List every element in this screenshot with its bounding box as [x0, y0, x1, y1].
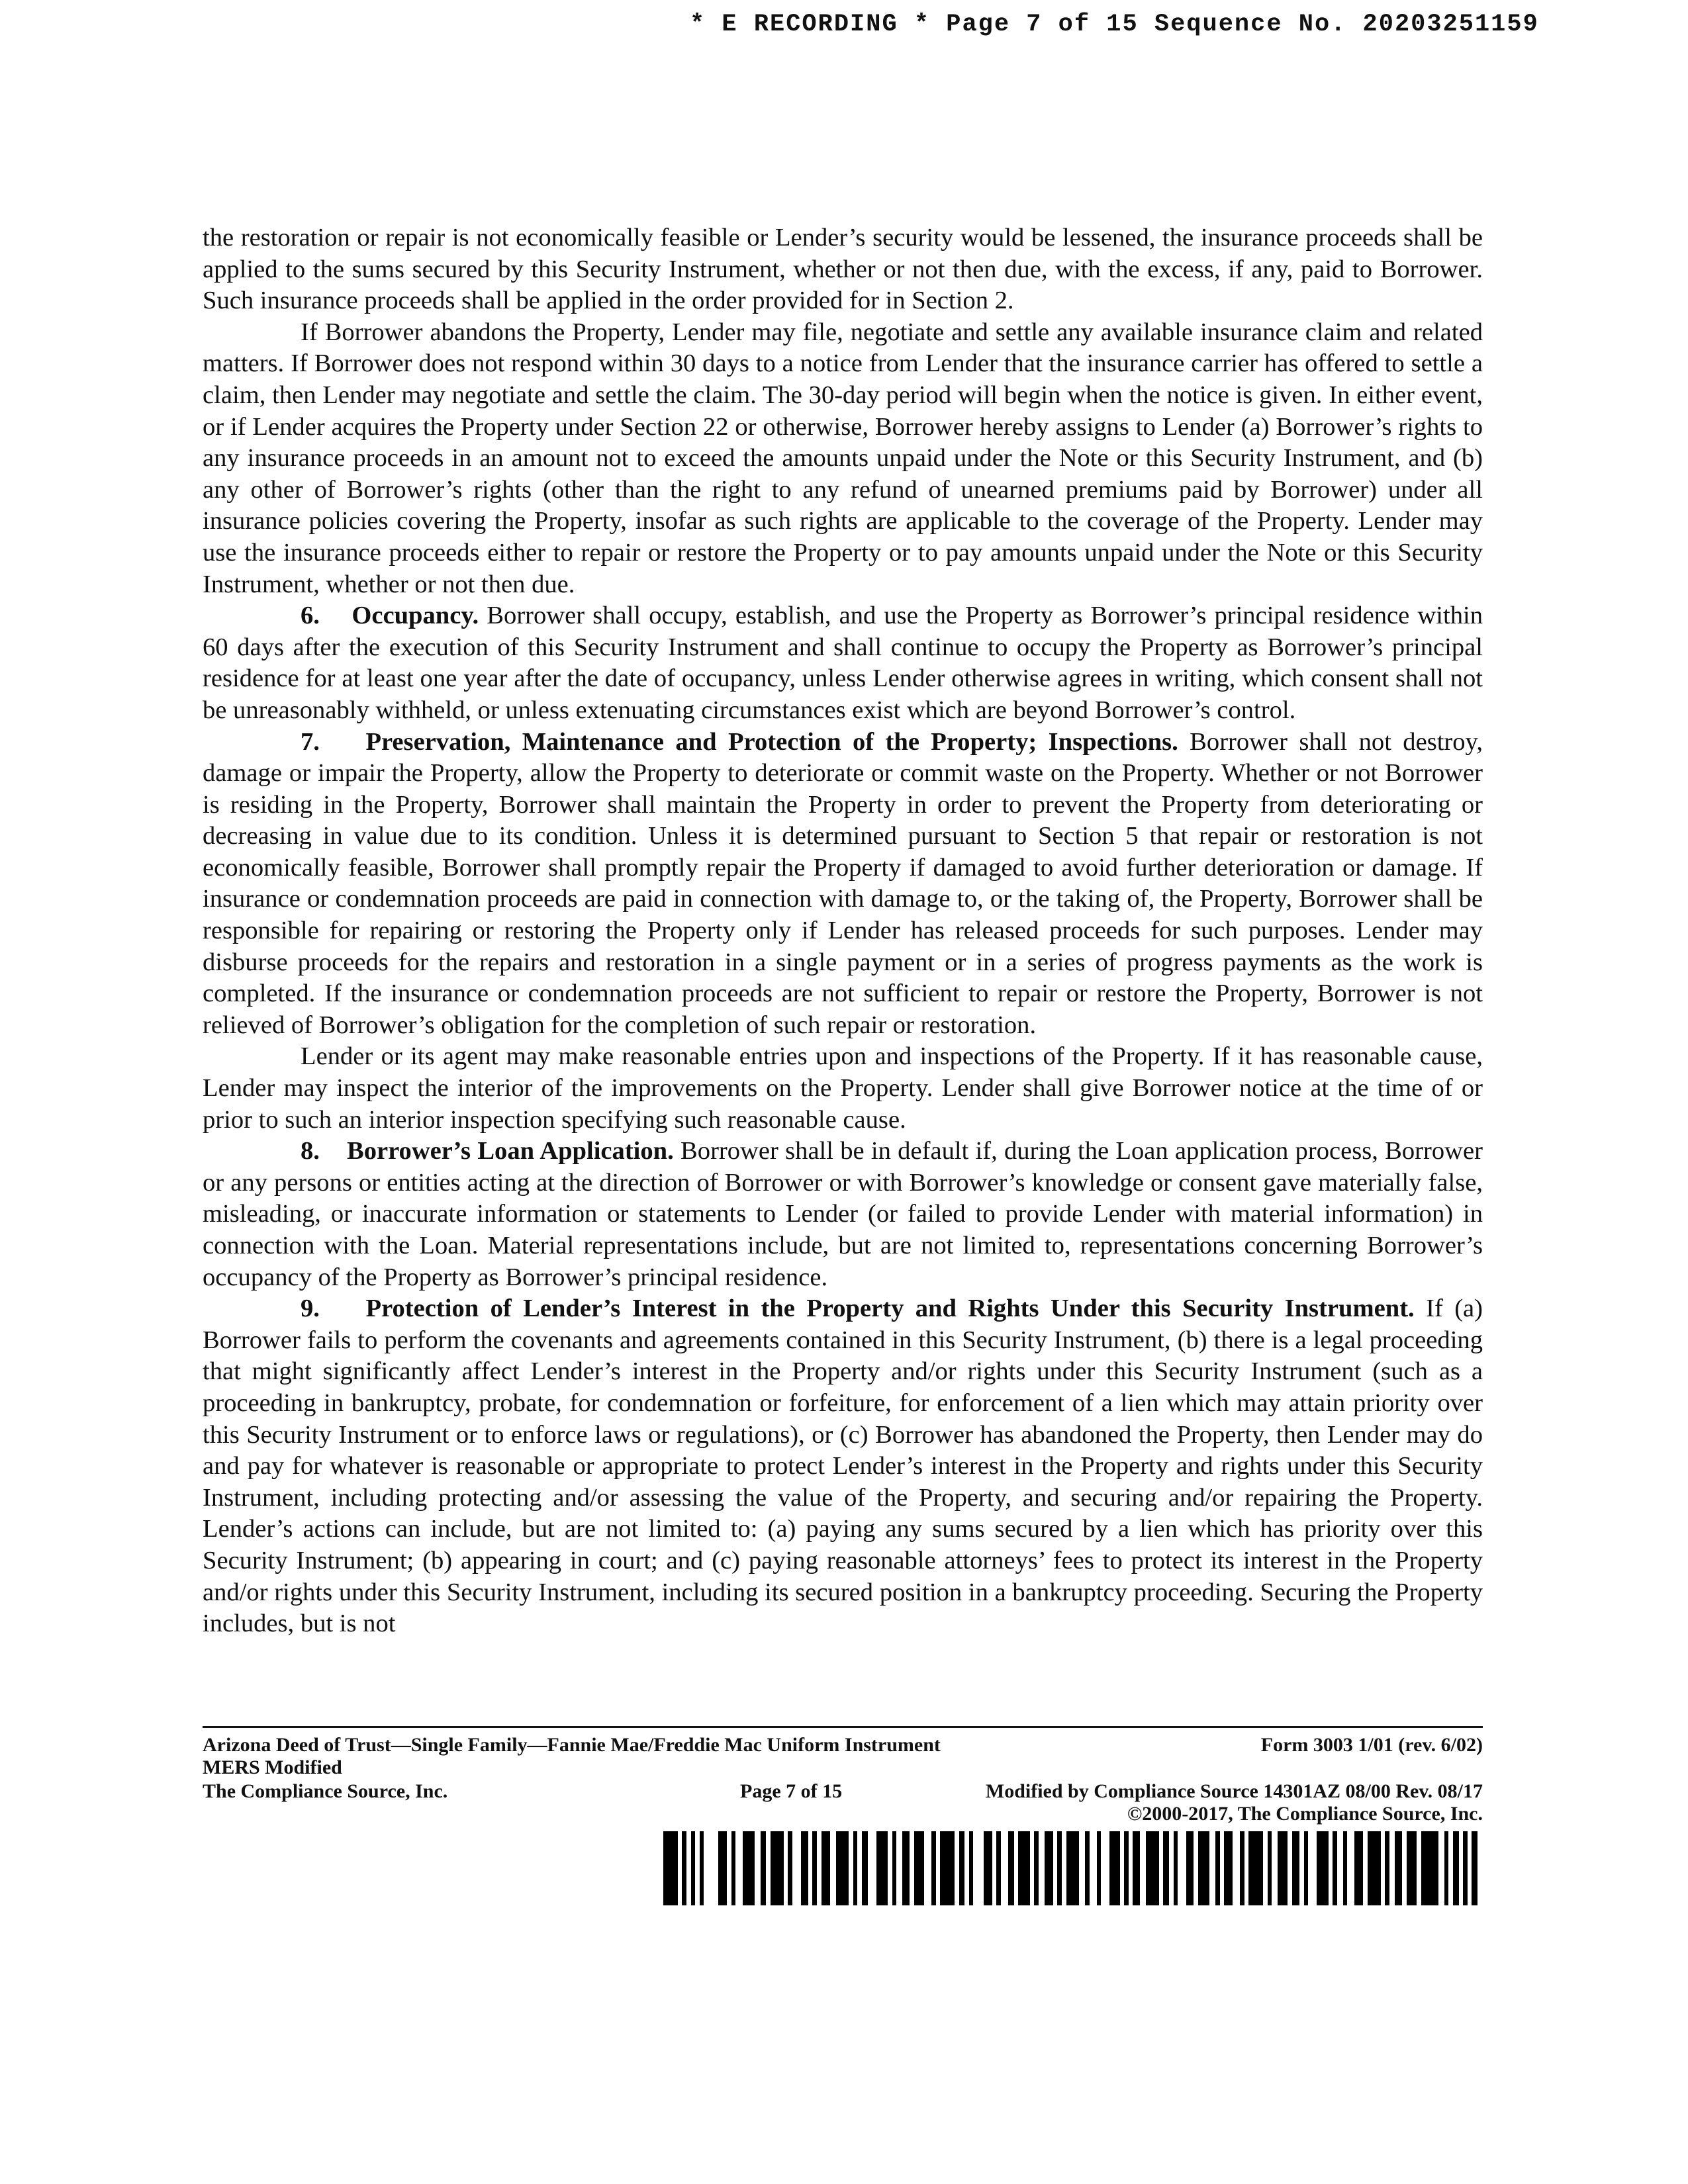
- barcode-bar: [1186, 1831, 1194, 1905]
- barcode-bar: [761, 1831, 767, 1905]
- barcode-gap: [704, 1831, 718, 1905]
- barcode-bar: [1407, 1831, 1417, 1905]
- barcode-gap: [1389, 1831, 1395, 1905]
- section-number: 9.: [301, 1295, 320, 1323]
- barcode-bar: [1045, 1831, 1053, 1905]
- barcode-gap: [1477, 1831, 1482, 1905]
- barcode-bar: [984, 1831, 992, 1905]
- barcode-bar: [821, 1831, 830, 1905]
- barcode-bar: [1146, 1831, 1159, 1905]
- barcode-gap: [830, 1831, 836, 1905]
- barcode-bar: [1163, 1831, 1169, 1905]
- barcode-bar: [1278, 1831, 1288, 1905]
- paragraph-continuation: the restoration or repair is not economically feasible or Lender’s security would be lessened, the insurance proceeds shall be applied to the sums secured by this Security Instrument, whether or not then due, with the excess, if any, paid to Borrower. Such insurance proceeds shall be applied in the order provided for in Section 2.: [203, 224, 1483, 315]
- barcode-gap: [735, 1831, 743, 1905]
- section-title: Preservation, Maintenance and Protection of the Property; Inspections.: [365, 727, 1178, 756]
- section-text: Borrower shall occupy, establish, and use the Property as Borrower’s principal residence within 60 days after the execution of this Security Instrument and shall continue to occupy the Property as Borrower’s principal residence for at least one year after the date of occupancy, unless Lender otherwise agrees in writing, which consent shall not be unreasonably withheld, or unless extenuating circumstances exist which are beyond Borrower’s control.: [203, 602, 1483, 724]
- barcode-gap: [924, 1831, 931, 1905]
- barcode-gap: [1308, 1831, 1317, 1905]
- barcode-gap: [973, 1831, 983, 1905]
- barcode-bar: [1368, 1831, 1381, 1905]
- section-text: Borrower shall not destroy, damage or impair the Property, allow the Property to deteriorate or commit waste on the Property. Whether or not Borrower is residing in the Property, Borrower shall maintain the Property in order to prevent the Property from deteriorating or decreasing in value due to its condition. Unless it is determined pursuant to Section 5 that repair or restoration is not economically feasible, Borrower shall promptly repair the Property if damaged to avoid further deterioration or damage. If insurance or condemnation proceeds are paid in connection with damage to, or the taking of, the Property, Borrower shall be responsible for repairing or restoring the Property only if Lender has released proceeds for such purposes. Lender may disburse proceeds for the repairs and restoration in a single payment or in a series of progress payments as the work is completed. If the insurance or condemnation proceeds are not sufficient to repair or restore the Property, Borrower is not relieved of Borrower’s obligation for the completion of such repair or restoration.: [203, 727, 1483, 1039]
- barcode-bar: [1018, 1831, 1030, 1905]
- section-title: Borrower’s Loan Application.: [346, 1137, 674, 1165]
- barcode-gap: [1039, 1831, 1045, 1905]
- barcode-bar: [959, 1831, 965, 1905]
- copyright-note: ©2000-2017, The Compliance Source, Inc.: [1127, 1803, 1483, 1825]
- barcode-bar: [663, 1831, 678, 1905]
- paragraph-abandonment: If Borrower abandons the Property, Lender may file, negotiate and settle any available insurance claim and related matters. If Borrower does not respond within 30 days to a notice from Lender that the insurance carrier has offered to settle a claim, then Lender may negotiate and settle the claim. The 30-day period will begin when the notice is given. In either event, or if Lender acquires the Property under Section 22 or otherwise, Borrower hereby assigns to Lender (a) Borrower’s rights to any insurance proceeds in an amount not to exceed the amounts unpaid under the Note or this Security Instrument, and (b) any other of Borrower’s rights (other than the right to any refund of unearned premiums paid by Borrower) under all insurance policies covering the Property, insofar as such rights are applicable to the coverage of the Property. Lender may use the insurance proceeds either to repair or restore the Property or to pay amounts unpaid under the Note or this Security Instrument, whether or not then due.: [203, 318, 1483, 598]
- page-number: Page 7 of 15: [740, 1780, 843, 1802]
- section-text: If (a) Borrower fails to perform the covenants and agreements contained in this Security Instrument, (b) there is a legal proceeding that might significantly affect Lender’s interest in the Property and/or rights under this Security Instrument (such as a proceeding in bankruptcy, probate, for condemnation or forfeiture, for enforcement of a lien which may attain priority over this Security Instrument or to enforce laws or regulations), or (c) Borrower has abandoned the Property, then Lender may do and pay for whatever is reasonable or appropriate to protect Lender’s interest in the Property and rights under this Security Instrument, including protecting and/or assessing the value of the Property, and securing and/or repairing the Property. Lender’s actions can include, but are not limited to: (a) paying any sums secured by a lien which has priority over this Security Instrument; (b) appearing in court; and (c) paying reasonable attorneys’ fees to protect its interest in the Property and/or rights under this Security Instrument, including its secured position in a bankruptcy proceeding. Securing the Property includes, but is not: [203, 1295, 1483, 1638]
- barcode-bar: [914, 1831, 924, 1905]
- section-number: 6.: [301, 602, 320, 630]
- barcode-gap: [1079, 1831, 1085, 1905]
- barcode-gap: [1272, 1831, 1278, 1905]
- barcode-bar: [1133, 1831, 1140, 1905]
- barcode-bar: [902, 1831, 910, 1905]
- section-9-protection: [203, 1293, 1483, 1640]
- barcode-gap: [868, 1831, 876, 1905]
- recording-header: * E RECORDING * Page 7 of 15 Sequence No. 20203251159: [690, 11, 1539, 38]
- barcode: [663, 1831, 1483, 1905]
- barcode-bar: [1008, 1831, 1014, 1905]
- section-number: 7.: [301, 727, 320, 756]
- barcode-gap: [1140, 1831, 1146, 1905]
- barcode-bar: [836, 1831, 849, 1905]
- barcode-gap: [792, 1831, 801, 1905]
- section-title: Protection of Lender’s Interest in the Property and Rights Under this Security Instrument.: [365, 1295, 1415, 1323]
- section-text: Borrower shall be in default if, during the Loan application process, Borrower or any persons or entities acting at the direction of Borrower or with Borrower’s knowledge or consent gave materially false, misleading, or inaccurate information or statements to Lender (or failed to provide Lender with material information) in connection with the Loan. Material representations include, but are not limited to, representations concerning Borrower’s occupancy of the Property as Borrower’s principal residence.: [203, 1137, 1483, 1291]
- barcode-gap: [1233, 1831, 1240, 1905]
- document-body: [203, 222, 1483, 1640]
- barcode-bar: [1472, 1831, 1477, 1905]
- barcode-bar: [1292, 1831, 1299, 1905]
- barcode-bar: [1224, 1831, 1233, 1905]
- barcode-gap: [1090, 1831, 1097, 1905]
- barcode-bar: [743, 1831, 755, 1905]
- barcode-gap: [1209, 1831, 1215, 1905]
- section-8-loan-application: [203, 1136, 1483, 1293]
- barcode-bar: [1395, 1831, 1402, 1905]
- barcode-bar: [1066, 1831, 1080, 1905]
- section-number: 8.: [301, 1137, 320, 1165]
- paragraph-inspections: Lender or its agent may make reasonable entries upon and inspections of the Property. If it has reasonable cause, Lender may inspect the interior of the improvements on the Property. Lender shall give Borrower notice at the time of or prior to such an interior inspection specifying such reasonable cause.: [203, 1042, 1483, 1134]
- barcode-bar: [801, 1831, 808, 1905]
- barcode-bar: [862, 1831, 868, 1905]
- barcode-bar: [1317, 1831, 1329, 1905]
- barcode-gap: [1001, 1831, 1008, 1905]
- section-6-occupancy: [203, 600, 1483, 726]
- barcode-bar: [876, 1831, 888, 1905]
- section-title: Occupancy.: [352, 602, 479, 630]
- footer-divider: [203, 1726, 1483, 1728]
- barcode-bar: [1248, 1831, 1263, 1905]
- form-number: Form 3003 1/01 (rev. 6/02): [1260, 1734, 1483, 1756]
- barcode-gap: [1101, 1831, 1109, 1905]
- section-7-preservation: [203, 727, 1483, 1042]
- mers-label: MERS Modified: [203, 1756, 342, 1778]
- form-title: Arizona Deed of Trust—Single Family—Fannie Mae/Freddie Mac Uniform Instrument: [203, 1734, 941, 1756]
- barcode-gap: [1347, 1831, 1354, 1905]
- barcode-gap: [896, 1831, 902, 1905]
- barcode-gap: [755, 1831, 761, 1905]
- barcode-bar: [1453, 1831, 1459, 1905]
- barcode-bar: [1198, 1831, 1210, 1905]
- barcode-bar: [718, 1831, 727, 1905]
- barcode-bar: [1354, 1831, 1363, 1905]
- barcode-bar: [940, 1831, 955, 1905]
- barcode-bar: [1421, 1831, 1438, 1905]
- barcode-gap: [1178, 1831, 1186, 1905]
- barcode-gap: [1438, 1831, 1444, 1905]
- modified-note: Modified by Compliance Source 14301AZ 08/00 Rev. 08/17: [985, 1780, 1483, 1802]
- barcode-gap: [1337, 1831, 1343, 1905]
- barcode-bar: [1109, 1831, 1119, 1905]
- barcode-bar: [771, 1831, 784, 1905]
- company-name: The Compliance Source, Inc.: [203, 1780, 448, 1802]
